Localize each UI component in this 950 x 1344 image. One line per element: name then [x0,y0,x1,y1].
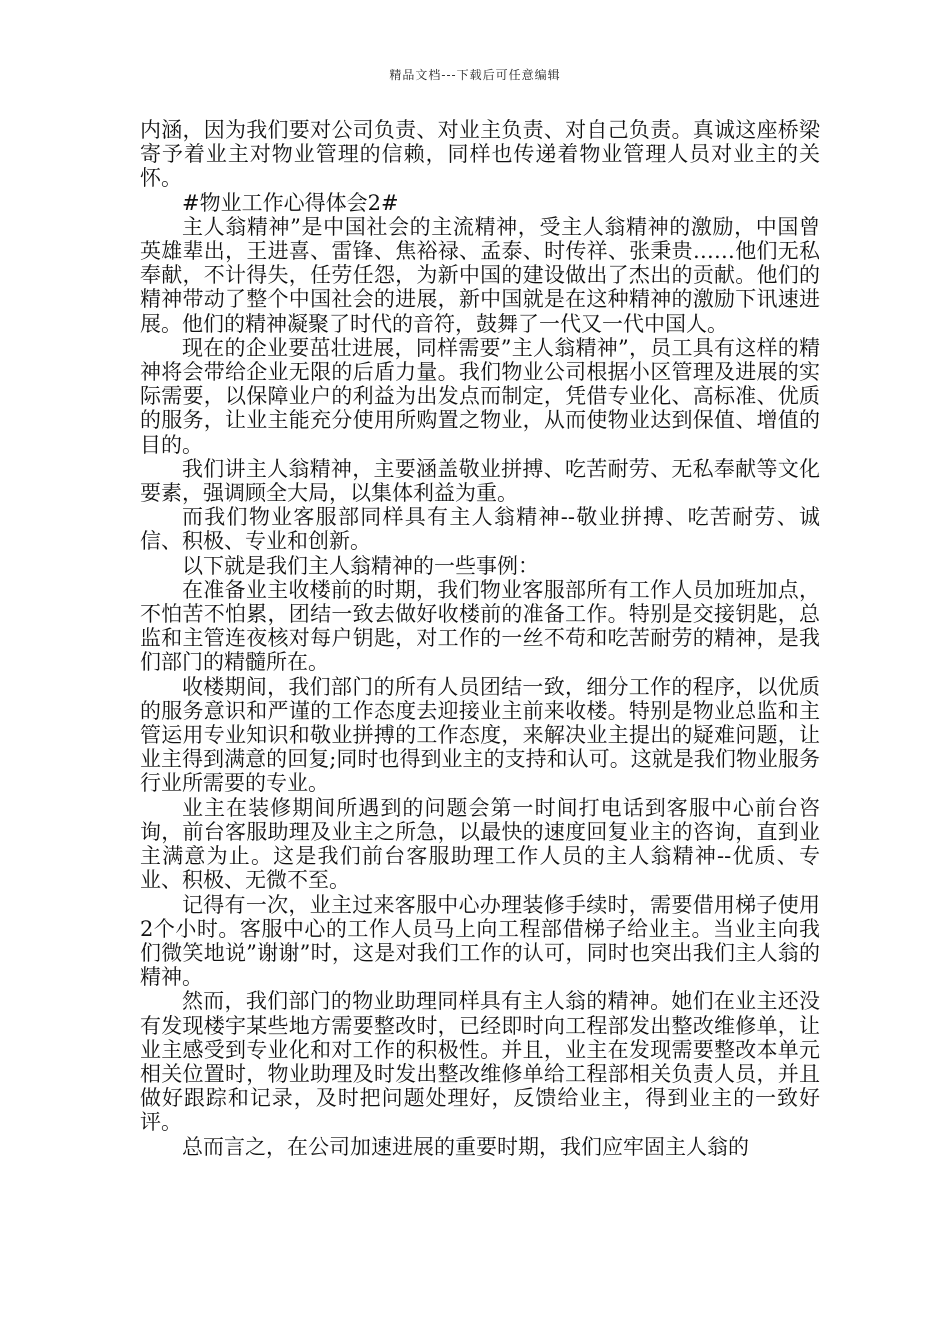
document-body [140,118,820,1159]
section-heading: #物业工作心得体会2# [182,190,399,215]
page-header: 精品文档---下载后可任意编辑 [389,68,561,82]
paragraph: 主人翁精神”是中国社会的主流精神，受主人翁精神的激励，中国曾英雄辈出，王进喜、雷锋、焦裕禄、孟泰、时传祥、张秉贵……他们无私奉献，不计得失，任劳任怨，为新中国的建设做出了杰出的贡献。他们的精神带动了整个中国社会的进展，新中国就是在这种精神的激励下讯速进展。他们的精神凝聚了时代的音符，鼓舞了一代又一代中国人。 [140,214,820,336]
paragraph: 业主在装修期间所遇到的问题会第一时间打电话到客服中心前台咨询，前台客服助理及业主之所急，以最快的速度回复业主的咨询，直到业主满意为止。这是我们前台客服助理工作人员的主人翁精神--优质、专业、积极、无微不至。 [140,795,820,893]
paragraph: 以下就是我们主人翁精神的一些事例： [182,553,539,578]
paragraph: 我们讲主人翁精神，主要涵盖敬业拼搏、吃苦耐劳、无私奉献等文化要素，强调顾全大局，以集体利益为重。 [140,456,820,506]
paragraph: 而我们物业客服部同样具有主人翁精神--敬业拼搏、吃苦耐劳、诚信、积极、专业和创新。 [140,505,820,554]
paragraph: 内涵，因为我们要对公司负责、对业主负责、对自己负责。真诚这座桥梁寄予着业主对物业管理的信赖，同样也传递着物业管理人员对业主的关怀。 [140,118,820,191]
paragraph: 然而，我们部门的物业助理同样具有主人翁的精神。她们在业主还没有发现楼宇某些地方需要整改时，已经即时向工程部发出整改维修单，让业主感受到专业化和对工作的积极性。并且，业主在发现需要整改本单元相关位置时，物业助理及时发出整改维修单给工程部相关负责人员，并且做好跟踪和记录，及时把问题处理好，反馈给业主，得到业主的一致好评。 [140,989,820,1135]
paragraph: 记得有一次，业主过来客服中心办理装修手续时，需要借用梯子使用2个小时。客服中心的工作人员马上向工程部借梯子给业主。当业主向我们微笑地说”谢谢”时，这是对我们工作的认可，同时也突出我们主人翁的精神。 [140,892,820,990]
paragraph: 现在的企业要茁壮进展，同样需要”主人翁精神”，员工具有这样的精神将会带给企业无限的后盾力量。我们物业公司根据小区管理及进展的实际需要，以保障业户的利益为出发点而制定，凭借专业化、高标准、优质的服务，让业主能充分使用所购置之物业，从而使物业达到保值、增值的目的。 [140,335,820,457]
paragraph: 在准备业主收楼前的时期，我们物业客服部所有工作人员加班加点，不怕苦不怕累，团结一致去做好收楼前的准备工作。特别是交接钥匙，总监和主管连夜核对每户钥匙，对工作的一丝不苟和吃苦耐劳的精神，是我们部门的精髓所在。 [140,577,820,675]
paragraph: 收楼期间，我们部门的所有人员团结一致，细分工作的程序，以优质的服务意识和严谨的工作态度去迎接业主前来收楼。特别是物业总监和主管运用专业知识和敬业拼搏的工作态度，来解决业主提出的疑难问题，让业主得到满意的回复;同时也得到业主的支持和认可。这就是我们物业服务行业所需要的专业。 [140,674,820,796]
paragraph: 总而言之，在公司加速进展的重要时期，我们应牢固主人翁的 [182,1134,749,1159]
